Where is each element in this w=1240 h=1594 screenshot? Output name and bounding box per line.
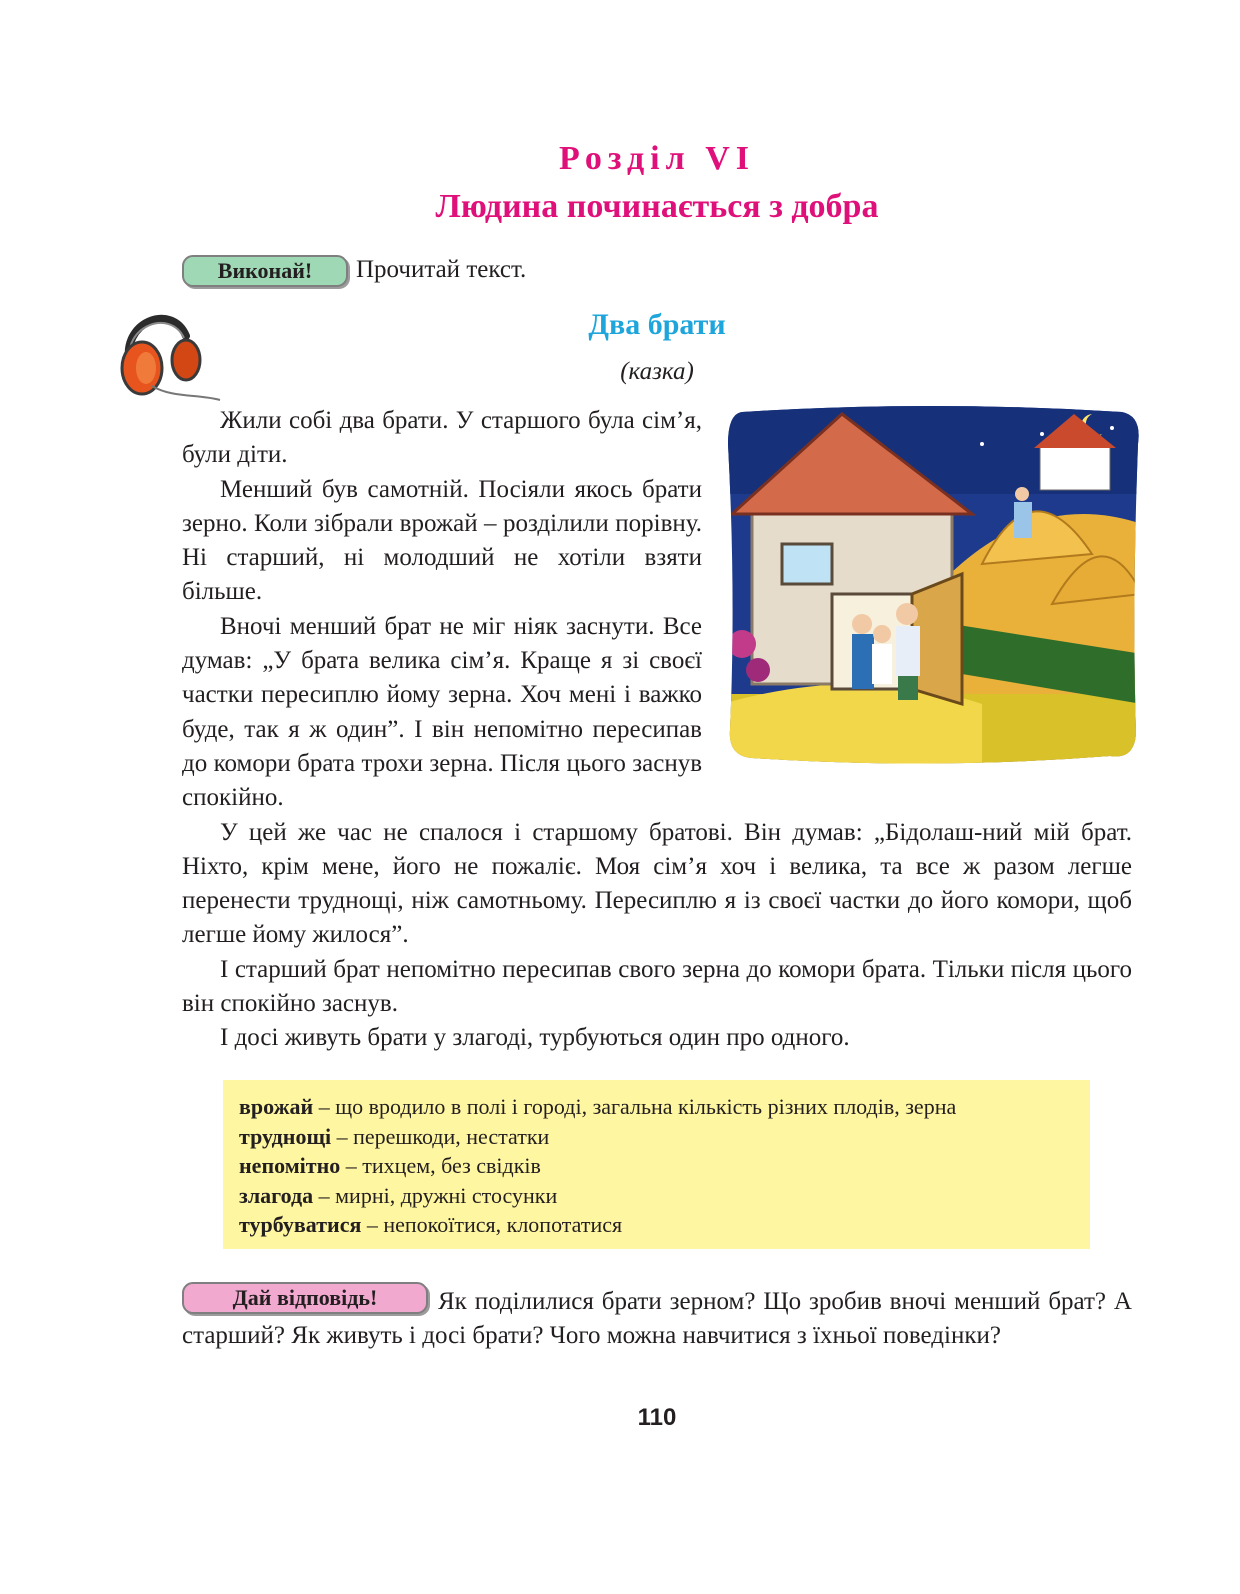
- story-paragraph: У цей же час не спалося і старшому братові. Він думав: „Бідолаш-ний мій брат. Ніхто, крім мене, його не пожаліє. Моя сім’я хоч і велика, та все ж разом легше перенести труднощі, ніж самотньому. Пересиплю я із своєї частки до його комори, щоб легше йому жилося”.: [182, 818, 1132, 949]
- glossary-term: турбуватися: [239, 1212, 362, 1237]
- story-text: [182, 404, 1132, 1056]
- glossary-entry: [239, 1181, 1074, 1211]
- answer-badge: Дай відповідь!: [182, 1282, 428, 1314]
- glossary-term: труднощі: [239, 1123, 332, 1149]
- story-paragraph: Вночі менший брат не міг ніяк заснути. Все думав: „У брата велика сім’я. Краще я зі своєї частки пересиплю йому зерна. Хоч мені і важко буде, так я ж один”. І він непомітно пересипав до комори брата трохи зерна. Після цього заснув спокійно.: [182, 612, 702, 812]
- chapter-title: Людина починається з добра: [435, 188, 879, 225]
- answer-text: Як поділилися брати зерном? Що зробив вночі менший брат? А старший? Як живуть і досі брати? Чого можна навчитися з їхньої поведінки?: [182, 1288, 1132, 1350]
- story-illustration: [722, 404, 1142, 772]
- glossary-box: [223, 1080, 1090, 1249]
- glossary-term: злагода: [239, 1182, 314, 1208]
- story-paragraph: І досі живуть брати у злагоді, турбуються один про одного.: [220, 1024, 850, 1052]
- glossary-entry: [239, 1092, 1074, 1122]
- story-paragraph: Жили собі два брати. У старшого була сім’я, були діти.: [182, 407, 702, 469]
- answer-questions: [182, 1285, 1132, 1354]
- glossary-definition: – перешкоди, нестатки: [331, 1123, 550, 1149]
- task-instruction: Прочитай текст.: [356, 256, 527, 283]
- story-paragraph: Менший був самотній. Посіяли якось брати зерно. Коли зібрали врожай – розділили порівну. Ні старший, ні молодший не хотіли взяти більше.: [182, 475, 702, 606]
- glossary-entry: [239, 1122, 1074, 1152]
- glossary-term: врожай: [239, 1094, 314, 1119]
- story-title: Два брати: [588, 308, 726, 341]
- page-number: 110: [637, 1404, 677, 1431]
- glossary-entry: [239, 1210, 1074, 1240]
- glossary-definition: – непокоїтися, клопотатися: [361, 1212, 623, 1237]
- chapter-label: Розділ VI: [559, 140, 755, 177]
- glossary-definition: – мирні, дружні стосунки: [313, 1182, 558, 1208]
- glossary-entry: [239, 1151, 1074, 1181]
- glossary-term: непомітно: [239, 1153, 341, 1178]
- task-badge: Виконай!: [182, 255, 348, 287]
- glossary-definition: – тихцем, без свідків: [340, 1153, 541, 1178]
- story-genre: (казка): [620, 358, 694, 385]
- story-paragraph: І старший брат непомітно пересипав свого зерна до комори брата. Тільки після цього він спокійно заснув.: [182, 955, 1132, 1018]
- glossary-definition: – що вродило в полі і городі, загальна кількість різних плодів, зерна: [313, 1094, 957, 1119]
